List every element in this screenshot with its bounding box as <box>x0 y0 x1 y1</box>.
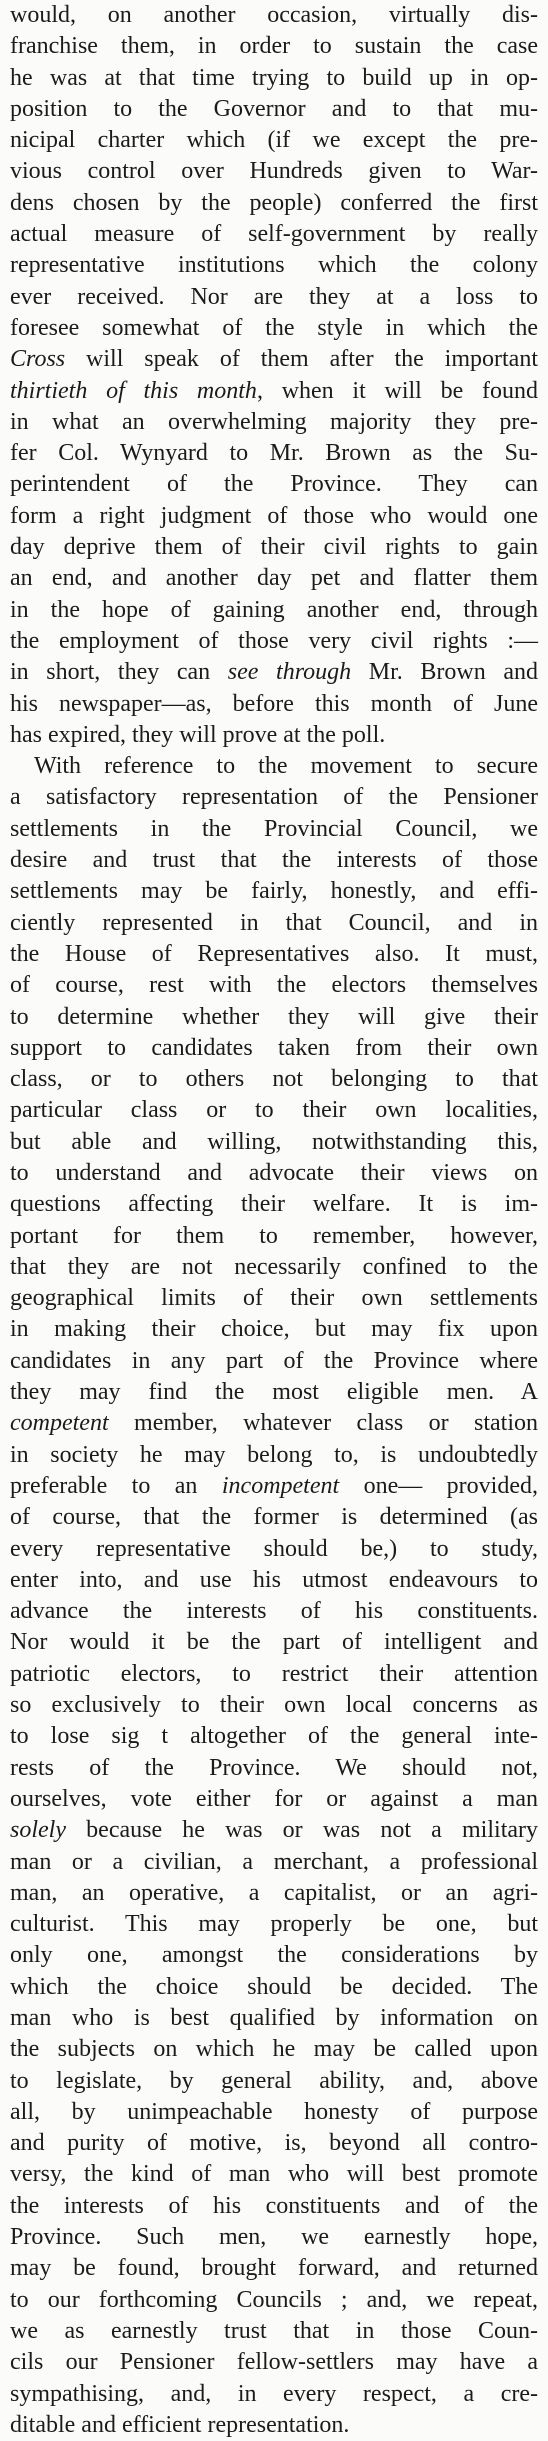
italic-text: solely <box>10 1817 66 1844</box>
text-run: dens chosen by the people) conferred the first <box>10 189 538 216</box>
text-line <box>10 2253 538 2284</box>
text-line <box>10 94 538 125</box>
text-run: but able and willing, notwithstanding this, <box>10 1128 538 1155</box>
text-line <box>10 2347 538 2378</box>
text-run: the subjects on which he may be called upon <box>10 2036 538 2063</box>
text-line <box>10 1596 538 1627</box>
text-line <box>10 908 538 939</box>
text-run: all, by unimpeachable honesty of purpose <box>10 2098 538 2125</box>
text-line <box>10 2410 538 2441</box>
text-run: Mr. Brown and <box>351 659 538 686</box>
text-run: , when it will be found <box>256 377 538 404</box>
text-line <box>10 1940 538 1971</box>
text-run: of course, that the former is determined (as <box>10 1504 538 1531</box>
article-paragraph <box>10 0 538 751</box>
text-line <box>10 532 538 563</box>
text-line <box>10 751 538 782</box>
text-line <box>10 282 538 313</box>
text-line <box>10 1033 538 1064</box>
text-line <box>10 1972 538 2003</box>
text-run: a satisfactory representation of the Pensioner <box>10 784 538 811</box>
text-run: they may find the most eligible men. A <box>10 1379 538 1406</box>
text-run: in what an overwhelming majority they pre- <box>10 408 538 435</box>
text-run: settlements may be fairly, honestly, and effi- <box>10 878 538 905</box>
text-line <box>10 313 538 344</box>
text-line <box>10 782 538 813</box>
text-line <box>10 1721 538 1752</box>
text-line <box>10 939 538 970</box>
text-line <box>10 1878 538 1909</box>
text-run: in the hope of gaining another end, through <box>10 596 538 623</box>
text-line <box>10 31 538 62</box>
text-line <box>10 2097 538 2128</box>
text-run: With reference to the movement to secure <box>34 753 538 780</box>
text-line <box>10 125 538 156</box>
text-run: geographical limits of their own settlements <box>10 1285 538 1312</box>
text-run: cils our Pensioner fellow-settlers may have a <box>10 2349 538 2376</box>
text-line <box>10 1252 538 1283</box>
italic-text: thirtieth of this month <box>10 377 257 404</box>
text-run: in society he may belong to, is undoubtedly <box>10 1441 538 1468</box>
text-run: class, or to others not belonging to that <box>10 1066 538 1093</box>
text-line <box>10 1095 538 1126</box>
text-line <box>10 2066 538 2097</box>
text-run: perintendent of the Province. They can <box>10 471 538 498</box>
text-run: preferable to an <box>10 1472 222 1499</box>
text-run: ourselves, vote either for or against a man <box>10 1785 538 1812</box>
text-run: Province. Such men, we earnestly hope, <box>10 2224 538 2251</box>
text-run: man, an operative, a capitalist, or an agri- <box>10 1879 538 1906</box>
text-run: to our forthcoming Councils ; and, we repeat, <box>10 2286 538 2313</box>
text-run: in short, they can <box>10 659 228 686</box>
text-run: day deprive them of their civil rights to gain <box>10 534 538 561</box>
text-line <box>10 689 538 720</box>
text-run: member, whatever class or station <box>108 1410 538 1437</box>
text-run: Nor would it be the part of intelligent and <box>10 1629 538 1656</box>
text-run: his newspaper—as, before this month of June <box>10 690 538 717</box>
text-line <box>10 1002 538 1033</box>
text-line <box>10 469 538 500</box>
text-run: nicipal charter which (if we except the pre- <box>10 127 538 154</box>
text-run: rests of the Province. We should not, <box>10 1754 538 1781</box>
text-run: representative institutions which the colony <box>10 252 538 279</box>
text-line <box>10 1127 538 1158</box>
text-line <box>10 1909 538 1940</box>
text-line <box>10 1221 538 1252</box>
text-line <box>10 219 538 250</box>
text-run: because he was or was not a military <box>65 1817 538 1844</box>
text-run: particular class or to their own localities, <box>10 1097 538 1124</box>
text-run: the interests of his constituents and of the <box>10 2192 538 2219</box>
text-line <box>10 63 538 94</box>
text-line <box>10 250 538 281</box>
text-run: vious control over Hundreds given to War- <box>10 158 538 185</box>
text-run: fer Col. Wynyard to Mr. Brown as the Su- <box>10 440 538 467</box>
text-line <box>10 2128 538 2159</box>
text-run: to lose sig t altogether of the general inte- <box>10 1723 538 1750</box>
text-line <box>10 626 538 657</box>
text-line <box>10 1784 538 1815</box>
text-run: we as earnestly trust that in those Coun- <box>10 2317 538 2344</box>
text-line <box>10 0 538 31</box>
text-run: of course, rest with the electors themselves <box>10 972 538 999</box>
italic-text: incompetent <box>221 1472 340 1499</box>
text-run: ciently represented in that Council, and in <box>10 909 538 936</box>
text-line <box>10 845 538 876</box>
text-line <box>10 188 538 219</box>
text-line <box>10 1534 538 1565</box>
text-line <box>10 1408 538 1439</box>
text-run: and purity of motive, is, beyond all contro- <box>10 2130 538 2157</box>
text-line <box>10 1815 538 1846</box>
newspaper-column <box>10 0 538 2438</box>
text-run: one— provided, <box>339 1472 538 1499</box>
text-run: position to the Governor and to that mu- <box>10 95 538 122</box>
text-line <box>10 1847 538 1878</box>
text-line <box>10 2003 538 2034</box>
text-run: in making their choice, but may fix upon <box>10 1316 538 1343</box>
text-run: versy, the kind of man who will best promote <box>10 2161 538 2188</box>
text-line <box>10 2191 538 2222</box>
text-line <box>10 407 538 438</box>
text-run: that they are not necessarily confined to the <box>10 1253 538 1280</box>
text-run: culturist. This may properly be one, but <box>10 1911 538 1938</box>
text-line <box>10 1502 538 1533</box>
text-line <box>10 1346 538 1377</box>
text-line <box>10 1189 538 1220</box>
text-line <box>10 2159 538 2190</box>
text-run: man who is best qualified by information on <box>10 2005 538 2031</box>
text-run: to understand and advocate their views on <box>10 1159 538 1186</box>
text-line <box>10 1314 538 1345</box>
text-line <box>10 1627 538 1658</box>
text-line <box>10 438 538 469</box>
text-line <box>10 501 538 532</box>
text-run: enter into, and use his utmost endeavours to <box>10 1566 538 1593</box>
text-line <box>10 657 538 688</box>
text-run: an end, and another day pet and flatter them <box>10 565 538 592</box>
text-run: ever received. Nor are they at a loss to <box>10 283 538 310</box>
text-line <box>10 344 538 375</box>
text-run: form a right judgment of those who would one <box>10 502 538 529</box>
text-run: so exclusively to their own local concerns as <box>10 1692 538 1719</box>
text-line <box>10 1753 538 1784</box>
text-run: has expired, they will prove at the poll. <box>10 721 386 748</box>
text-line <box>10 1565 538 1596</box>
text-run: he was at that time trying to build up in op- <box>10 64 538 91</box>
text-run: support to candidates taken from their own <box>10 1034 538 1061</box>
italic-text: Cross <box>10 346 66 373</box>
text-run: desire and trust that the interests of those <box>10 847 538 874</box>
text-line <box>10 2316 538 2347</box>
text-line <box>10 2034 538 2065</box>
text-line <box>10 1471 538 1502</box>
text-line <box>10 2379 538 2410</box>
text-line <box>10 814 538 845</box>
text-run: which the choice should be decided. The <box>10 1973 538 2000</box>
text-line <box>10 876 538 907</box>
article-paragraph <box>10 751 538 2441</box>
text-run: the employment of those very civil rights :— <box>10 627 538 654</box>
text-line <box>10 720 538 751</box>
text-run: would, on another occasion, virtually dis- <box>10 2 538 28</box>
text-run: advance the interests of his constituents. <box>10 1598 538 1625</box>
text-line <box>10 1440 538 1471</box>
text-line <box>10 1064 538 1095</box>
italic-text: competent <box>10 1410 109 1437</box>
text-run: may be found, brought forward, and returned <box>10 2255 538 2282</box>
text-run: to determine whether they will give their <box>10 1003 538 1030</box>
text-line <box>10 1283 538 1314</box>
text-line <box>10 1158 538 1189</box>
text-run: will speak of them after the important <box>65 346 538 373</box>
text-run: only one, amongst the considerations by <box>10 1942 538 1969</box>
text-run: every representative should be,) to study, <box>10 1535 538 1562</box>
text-run: franchise them, in order to sustain the case <box>10 33 538 60</box>
text-run: ditable and efficient representation. <box>10 2411 350 2438</box>
text-run: settlements in the Provincial Council, we <box>10 815 538 842</box>
text-line <box>10 970 538 1001</box>
text-run: sympathising, and, in every respect, a cre- <box>10 2380 538 2407</box>
text-line <box>10 1690 538 1721</box>
text-line <box>10 595 538 626</box>
text-line <box>10 563 538 594</box>
text-run: candidates in any part of the Province where <box>10 1347 538 1374</box>
text-line <box>10 2285 538 2316</box>
text-line <box>10 1377 538 1408</box>
text-line <box>10 156 538 187</box>
text-line <box>10 376 538 407</box>
text-run: to legislate, by general ability, and, above <box>10 2067 538 2094</box>
text-line <box>10 1659 538 1690</box>
text-run: the House of Representatives also. It must, <box>10 940 538 967</box>
italic-text: see through <box>227 659 352 686</box>
text-run: man or a civilian, a merchant, a professional <box>10 1848 538 1875</box>
text-line <box>10 2222 538 2253</box>
text-run: portant for them to remember, however, <box>10 1222 538 1249</box>
text-run: patriotic electors, to restrict their attention <box>10 1660 538 1687</box>
text-run: foresee somewhat of the style in which the <box>10 314 538 341</box>
text-run: actual measure of self-government by really <box>10 221 538 248</box>
text-run: questions affecting their welfare. It is im- <box>10 1191 538 1218</box>
